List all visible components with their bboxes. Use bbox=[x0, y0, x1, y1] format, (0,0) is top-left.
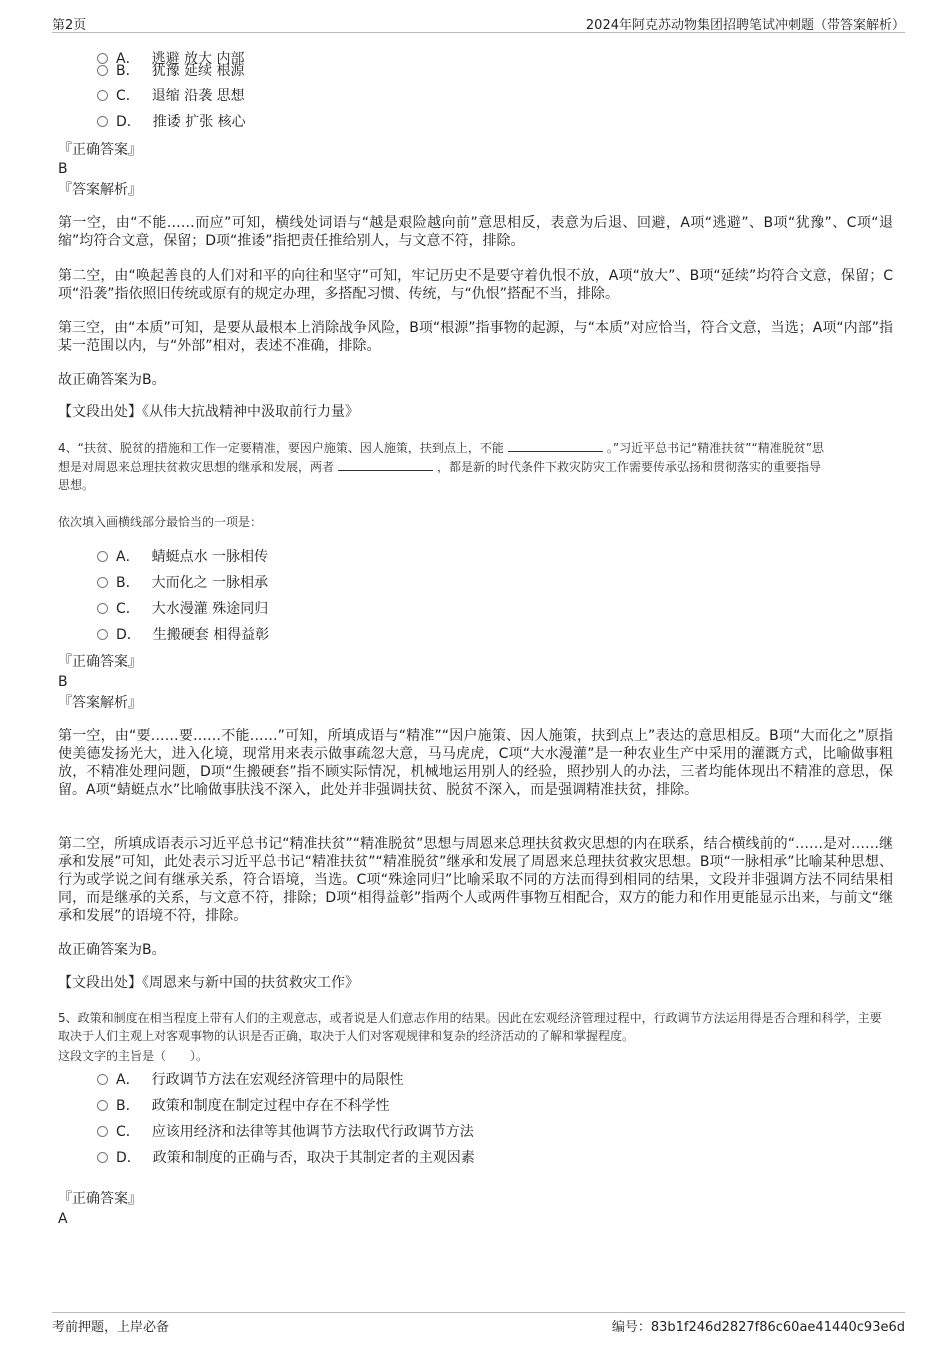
q3-answer: B bbox=[58, 161, 68, 177]
q3-analysis-label: 『答案解析』 bbox=[58, 182, 142, 198]
q3-conclusion: 故正确答案为B。 bbox=[58, 372, 166, 388]
q4-option-b[interactable]: B． 大而化之 一脉相承 bbox=[97, 573, 268, 593]
q4-analysis-para-2: 第二空，所填成语表示习近平总书记“精准扶贫”“精准脱贫”思想与周恩来总理扶贫救灾思想的内在联系，结合横线前的“……是对……继承和发展”可知，此处表示习近平总书记“精准扶贫”“精准脱贫”继承和发展了周恩来总理扶贫救灾思想。B项“一脉相承”比喻某种思想、行为或学说之间有继承关系，符合语境，当选。C项“殊途同归”比喻采取不同的方法而得到相同的结果，文段并非强调方法不同结果相同，而是继承的关系，与文意不符，排除；D项“相得益彰”指两个人或两件事物互相配合，双方的能力和作用更能显示出来，与前文“继承和发展”的语境不符，排除。 bbox=[58, 836, 893, 924]
q3-option-c[interactable]: C． 退缩 沿袭 思想 bbox=[97, 86, 245, 106]
q3-option-b[interactable]: B． 犹豫 延续 根源 bbox=[97, 61, 245, 81]
radio-button[interactable] bbox=[97, 1126, 108, 1137]
footer-slogan: 考前押题，上岸必备 bbox=[52, 1320, 170, 1335]
q3-source: 【文段出处】《从伟大抗战精神中汲取前行力量》 bbox=[58, 404, 359, 420]
q5-answer: A bbox=[58, 1211, 68, 1227]
q5-option-d[interactable]: D． 政策和制度的正确与否，取决于其制定者的主观因素 bbox=[97, 1148, 475, 1168]
q4-stem: 4、“扶贫、脱贫的措施和工作一定要精准，要因户施策、因人施策，扶到点上，不能 。”习近平总书记“精准扶贫”“精准脱贫”思 想是对周恩来总理扶贫救灾思想的继承和发展，两者 ，都是新的时代条件下救灾防灾工作需要传承弘扬和贯彻落实的重要指导 思想。 bbox=[58, 438, 893, 494]
radio-button[interactable] bbox=[97, 1152, 108, 1163]
q4-option-d[interactable]: D． 生搬硬套 相得益彰 bbox=[97, 625, 269, 645]
document-title: 2024年阿克苏动物集团招聘笔试冲刺题（带答案解析） bbox=[585, 18, 905, 33]
radio-button[interactable] bbox=[97, 1074, 108, 1085]
q4-answer-label: 『正确答案』 bbox=[58, 654, 142, 670]
footer-serial: 编号：83b1f246d2827f86c60ae41440c93e6d bbox=[611, 1320, 905, 1335]
q5-answer-label: 『正确答案』 bbox=[58, 1191, 142, 1207]
q5-prompt: 这段文字的主旨是（ ）。 bbox=[58, 1049, 209, 1063]
fill-blank bbox=[508, 438, 603, 452]
q4-analysis-label: 『答案解析』 bbox=[58, 695, 142, 711]
radio-button[interactable] bbox=[97, 65, 108, 76]
q3-analysis-para-1: 第一空，由“不能……而应”可知，横线处词语与“越是艰险越向前”意思相反，表意为后退、回避，A项“逃避”、B项“犹豫”、C项“退缩”均符合文意，保留；D项“推诿”指把责任推给别人，与文意不符，排除。 bbox=[58, 215, 893, 249]
q4-option-c[interactable]: C． 大水漫灌 殊途同归 bbox=[97, 599, 268, 619]
radio-button[interactable] bbox=[97, 551, 108, 562]
radio-button[interactable] bbox=[97, 577, 108, 588]
q5-option-b[interactable]: B． 政策和制度在制定过程中存在不科学性 bbox=[97, 1096, 390, 1116]
page-footer bbox=[52, 1312, 905, 1335]
radio-button[interactable] bbox=[97, 90, 108, 101]
q3-option-a[interactable]: A． 逃避 放大 内部 bbox=[97, 49, 244, 69]
q3-option-d[interactable]: D． 推诿 扩张 核心 bbox=[97, 112, 246, 132]
q4-analysis-para-1: 第一空，由“要……要……不能……”可知，所填成语与“精准”“因户施策、因人施策，扶到点上”表达的意思相反。B项“大而化之”原指使美德发扬光大，进入化境，现常用来表示做事疏忽大意，马马虎虎，C项“大水漫灌”是一种农业生产中采用的灌溉方式，比喻做事粗放，不精准处理问题，D项“生搬硬套”指不顾实际情况，机械地运用别人的经验，照抄别人的办法，三者均能体现出不精准的意思，保留。A项“蜻蜓点水”比喻做事肤浅不深入，此处并非强调扶贫、脱贫不深入，而是强调精准扶贫，排除。 bbox=[58, 728, 894, 798]
q4-prompt: 依次填入画横线部分最恰当的一项是： bbox=[58, 515, 263, 529]
q3-analysis-para-2: 第二空，由“唤起善良的人们对和平的向往和坚守”可知，牢记历史不是要守着仇恨不放，A项“放大”、B项“延续”均符合文意，保留；C项“沿袭”指依照旧传统或原有的规定办理，多搭配习惯、传统，与“仇恨”搭配不当，排除。 bbox=[58, 268, 893, 302]
q5-option-c[interactable]: C． 应该用经济和法律等其他调节方法取代行政调节方法 bbox=[97, 1122, 474, 1142]
radio-button[interactable] bbox=[97, 116, 108, 127]
q5-stem: 5、政策和制度在相当程度上带有人们的主观意志，或者说是人们意志作用的结果。因此在宏观经济管理过程中，行政调节方法运用得是否合理和科学，主要取决于人们主观上对客观事物的认识是否正确，取决于人们对客观规律和复杂的经济活动的了解和掌握程度。 bbox=[58, 1011, 882, 1043]
q3-analysis-para-3: 第三空，由“本质”可知，是要从最根本上消除战争风险，B项“根源”指事物的起源，与“本质”对应恰当，符合文意，当选；A项“内部”指某一范围以内，与“外部”相对，表述不准确，排除。 bbox=[58, 320, 893, 354]
radio-button[interactable] bbox=[97, 603, 108, 614]
q4-answer: B bbox=[58, 674, 68, 690]
q3-answer-label: 『正确答案』 bbox=[58, 142, 142, 158]
page-number: 第2页 bbox=[52, 18, 87, 33]
q5-option-a[interactable]: A． 行政调节方法在宏观经济管理中的局限性 bbox=[97, 1070, 404, 1090]
q4-conclusion: 故正确答案为B。 bbox=[58, 942, 166, 958]
radio-button[interactable] bbox=[97, 629, 108, 640]
radio-button[interactable] bbox=[97, 1100, 108, 1111]
q4-option-a[interactable]: A． 蜻蜓点水 一脉相传 bbox=[97, 547, 268, 567]
page-header bbox=[52, 14, 905, 33]
q4-source: 【文段出处】《周恩来与新中国的扶贫救灾工作》 bbox=[58, 975, 359, 991]
fill-blank bbox=[338, 457, 433, 471]
